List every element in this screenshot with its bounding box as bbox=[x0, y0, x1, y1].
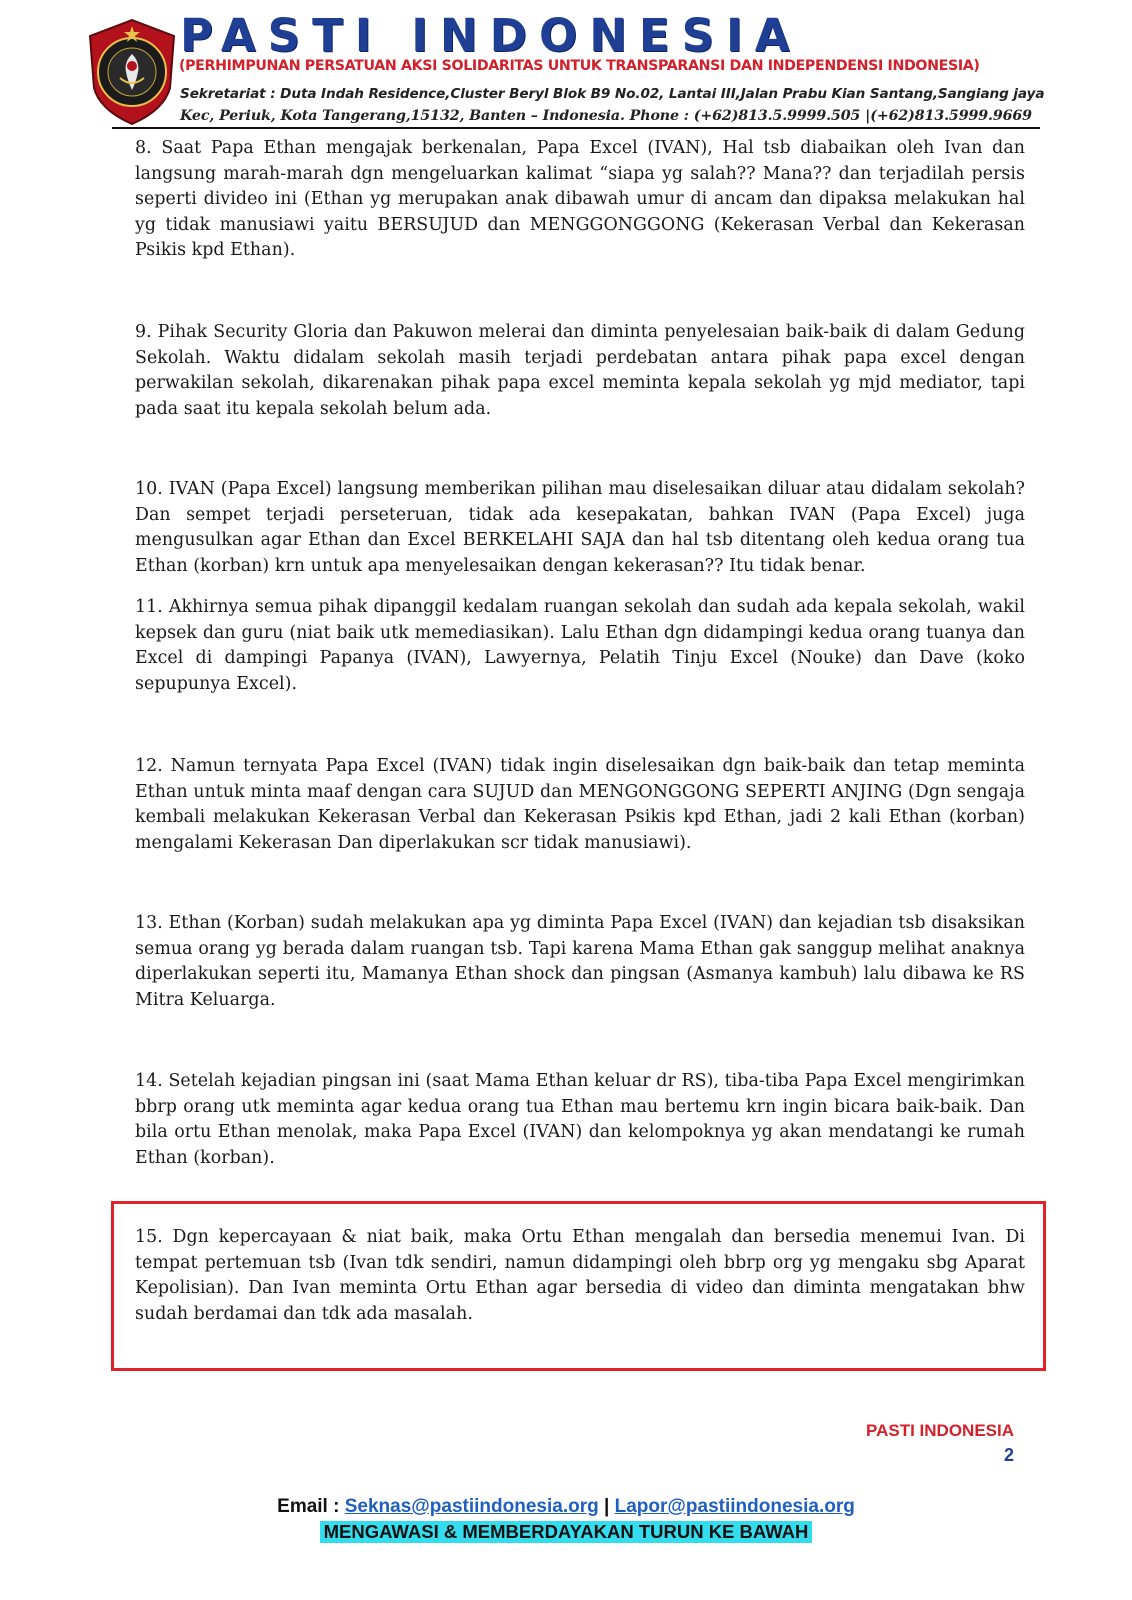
address-line-2: Kec, Periuk, Kota Tangerang,15132, Banten – Indonesia. Phone : (+62)813.5.9999.505 |(+62)813.5999.9669 bbox=[180, 108, 1032, 124]
paragraph-13: 13. Ethan (Korban) sudah melakukan apa yg diminta Papa Excel (IVAN) dan kejadian tsb disaksikan semua orang yg berada dalam ruangan tsb. Tapi karena Mama Ethan gak sanggup melihat anaknya diperlakukan seperti itu, Mamanya Ethan shock dan pingsan (Asmanya kambuh) lalu dibawa ke RS Mitra Keluarga. bbox=[135, 913, 1025, 1010]
organization-title: PASTI INDONESIA bbox=[180, 9, 802, 62]
footer-brand: PASTI INDONESIA bbox=[866, 1421, 1014, 1440]
organization-subtitle: (PERHIMPUNAN PERSATUAN AKSI SOLIDARITAS UNTUK TRANSPARANSI DAN INDEPENDENSI INDONESIA) bbox=[179, 58, 980, 74]
header-divider bbox=[112, 127, 1040, 129]
paragraph-12: 12. Namun ternyata Papa Excel (IVAN) tidak ingin diselesaikan dgn baik-baik dan tetap meminta Ethan untuk minta maaf dengan cara SUJUD dan MENGONGGONG SEPERTI ANJING (Dgn sengaja kembali melakukan Kekerasan Verbal dan Kekerasan Psikis kpd Ethan, jadi 2 kali Ethan (korban) mengalami Kekerasan Dan diperlakukan scr tidak manusiawi). bbox=[135, 756, 1025, 853]
address-line-1: Sekretariat : Duta Indah Residence,Cluster Beryl Blok B9 No.02, Lantai III,Jalan Prabu Kian Santang,Sangiang jaya bbox=[180, 86, 1045, 102]
email-link-seknas[interactable]: Seknas@pastiindonesia.org bbox=[344, 1496, 599, 1517]
paragraph-9: 9. Pihak Security Gloria dan Pakuwon melerai dan diminta penyelesaian baik-baik di dalam Gedung Sekolah. Waktu didalam sekolah masih terjadi perdebatan antara pihak papa excel dengan perwakilan sekolah, dikarenakan pihak papa excel meminta kepala sekolah yg mjd mediator, tapi pada saat itu kepala sekolah belum ada. bbox=[135, 322, 1025, 419]
paragraph-14: 14. Setelah kejadian pingsan ini (saat Mama Ethan keluar dr RS), tiba-tiba Papa Excel mengirimkan bbrp orang utk meminta agar kedua orang tua Ethan mau bertemu krn ingin bicara baik-baik. Dan bila ortu Ethan menolak, maka Papa Excel (IVAN) dan kelompoknya yg akan mendatangi ke rumah Ethan (korban). bbox=[135, 1071, 1025, 1168]
paragraph-15: 15. Dgn kepercayaan & niat baik, maka Ortu Ethan mengalah dan bersedia menemui Ivan. Di tempat pertemuan tsb (Ivan tdk sendiri, namun didampingi oleh bbrp org yg mengaku sbg Aparat Kepolisian). Dan Ivan meminta Ortu Ethan agar bersedia di video dan diminta mengatakan bhw sudah berdamai dan tdk ada masalah. bbox=[135, 1227, 1025, 1324]
paragraph-8: 8. Saat Papa Ethan mengajak berkenalan, Papa Excel (IVAN), Hal tsb diabaikan oleh Ivan dan langsung marah-marah dgn mengeluarkan kalimat “siapa yg salah?? Mana?? dan terjadilah persis seperti divideo ini (Ethan yg merupakan anak dibawah umur di ancam dan dipaksa melakukan hal yg tidak manusiawi yaitu BERSUJUD dan MENGGONGGONG (Kekerasan Verbal dan Kekerasan Psikis kpd Ethan). bbox=[135, 138, 1025, 260]
paragraph-11: 11. Akhirnya semua pihak dipanggil kedalam ruangan sekolah dan sudah ada kepala sekolah, wakil kepsek dan guru (niat baik utk memediasikan). Lalu Ethan dgn didampingi kedua orang tuanya dan Excel di dampingi Papanya (IVAN), Lawyernya, Pelatih Tinju Excel (Nouke) dan Dave (koko sepupunya Excel). bbox=[135, 597, 1025, 694]
organization-logo bbox=[86, 18, 178, 126]
email-label: Email : bbox=[277, 1496, 340, 1517]
footer-motto-wrapper bbox=[0, 1521, 1132, 1543]
footer-motto: MENGAWASI & MEMBERDAYAKAN TURUN KE BAWAH bbox=[320, 1521, 813, 1543]
letterhead bbox=[0, 0, 1132, 135]
footer-contact bbox=[0, 1496, 1132, 1518]
email-separator: | bbox=[604, 1496, 610, 1517]
email-link-lapor[interactable]: Lapor@pastiindonesia.org bbox=[614, 1496, 855, 1517]
page-number: 2 bbox=[1003, 1445, 1014, 1465]
paragraph-10: 10. IVAN (Papa Excel) langsung memberikan pilihan mau diselesaikan diluar atau didalam sekolah? Dan sempet terjadi perseteruan, tidak ada kesepakatan, bahkan IVAN (Papa Excel) juga mengusulkan agar Ethan dan Excel BERKELAHI SAJA dan hal tsb ditentang oleh kedua orang tua Ethan (korban) krn untuk apa menyelesaikan dengan kekerasan?? Itu tidak benar. bbox=[135, 479, 1025, 576]
